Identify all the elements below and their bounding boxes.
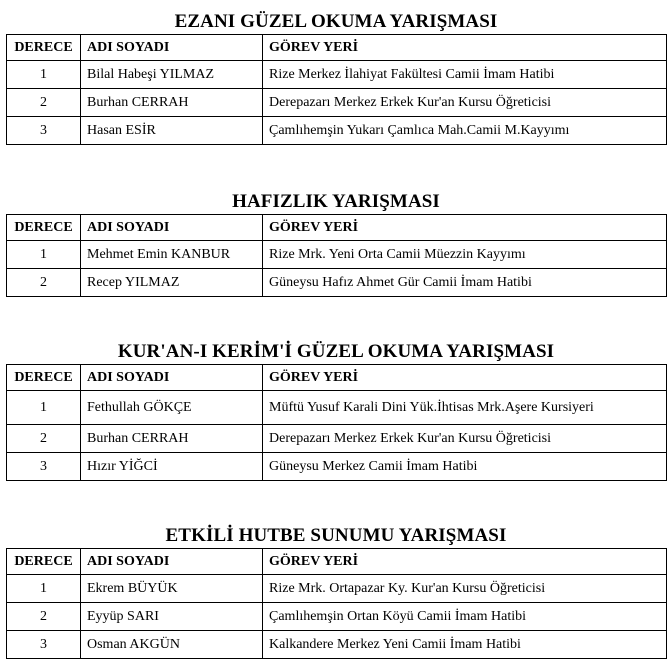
header-rank: DERECE bbox=[7, 549, 81, 575]
cell-place: Rize Mrk. Yeni Orta Camii Müezzin Kayyımı bbox=[263, 241, 667, 269]
header-name: ADI SOYADI bbox=[81, 549, 263, 575]
cell-place: Çamlıhemşin Yukarı Çamlıca Mah.Camii M.Kayyımı bbox=[263, 117, 667, 145]
header-place: GÖREV YERİ bbox=[263, 215, 667, 241]
table-row bbox=[7, 391, 667, 425]
table-header-row bbox=[7, 35, 667, 61]
cell-name: Osman AKGÜN bbox=[81, 631, 263, 659]
section-title: HAFIZLIK YARIŞMASI bbox=[232, 191, 440, 212]
section-title: KUR'AN-I KERİM'İ GÜZEL OKUMA YARIŞMASI bbox=[117, 341, 555, 362]
header-rank: DERECE bbox=[7, 215, 81, 241]
cell-name: Hızır YİĞCİ bbox=[81, 453, 263, 481]
cell-rank: 3 bbox=[7, 631, 81, 659]
header-place: GÖREV YERİ bbox=[263, 365, 667, 391]
section-hutbe bbox=[6, 524, 666, 659]
table-header-row bbox=[7, 549, 667, 575]
results-table bbox=[6, 34, 667, 145]
cell-name: Fethullah GÖKÇE bbox=[81, 391, 263, 425]
results-table bbox=[6, 214, 667, 297]
cell-name: Eyyüp SARI bbox=[81, 603, 263, 631]
cell-rank: 2 bbox=[7, 425, 81, 453]
table-row bbox=[7, 117, 667, 145]
table-row bbox=[7, 61, 667, 89]
cell-name: Hasan ESİR bbox=[81, 117, 263, 145]
header-name: ADI SOYADI bbox=[81, 215, 263, 241]
section-kuran bbox=[6, 340, 666, 481]
cell-place: Güneysu Merkez Camii İmam Hatibi bbox=[263, 453, 667, 481]
cell-rank: 3 bbox=[7, 453, 81, 481]
header-name: ADI SOYADI bbox=[81, 35, 263, 61]
cell-rank: 1 bbox=[7, 391, 81, 425]
cell-rank: 3 bbox=[7, 117, 81, 145]
cell-rank: 1 bbox=[7, 61, 81, 89]
cell-name: Ekrem BÜYÜK bbox=[81, 575, 263, 603]
cell-name: Burhan CERRAH bbox=[81, 89, 263, 117]
cell-rank: 2 bbox=[7, 269, 81, 297]
table-row bbox=[7, 631, 667, 659]
table-row bbox=[7, 425, 667, 453]
cell-rank: 2 bbox=[7, 89, 81, 117]
cell-place: Derepazarı Merkez Erkek Kur'an Kursu Öğreticisi bbox=[263, 89, 667, 117]
header-place: GÖREV YERİ bbox=[263, 35, 667, 61]
cell-place: Güneysu Hafız Ahmet Gür Camii İmam Hatibi bbox=[263, 269, 667, 297]
section-ezan bbox=[6, 10, 666, 145]
cell-place: Müftü Yusuf Karali Dini Yük.İhtisas Mrk.Aşere Kursiyeri bbox=[263, 391, 667, 425]
results-table bbox=[6, 548, 667, 659]
header-name: ADI SOYADI bbox=[81, 365, 263, 391]
cell-place: Rize Merkez İlahiyat Fakültesi Camii İmam Hatibi bbox=[263, 61, 667, 89]
table-row bbox=[7, 575, 667, 603]
table-row bbox=[7, 241, 667, 269]
cell-place: Kalkandere Merkez Yeni Camii İmam Hatibi bbox=[263, 631, 667, 659]
cell-place: Çamlıhemşin Ortan Köyü Camii İmam Hatibi bbox=[263, 603, 667, 631]
table-row bbox=[7, 603, 667, 631]
cell-name: Bilal Habeşi YILMAZ bbox=[81, 61, 263, 89]
results-table bbox=[6, 364, 667, 481]
header-rank: DERECE bbox=[7, 365, 81, 391]
table-row bbox=[7, 269, 667, 297]
table-row bbox=[7, 453, 667, 481]
cell-place: Rize Mrk. Ortapazar Ky. Kur'an Kursu Öğreticisi bbox=[263, 575, 667, 603]
section-title: ETKİLİ HUTBE SUNUMU YARIŞMASI bbox=[165, 525, 507, 546]
cell-rank: 1 bbox=[7, 575, 81, 603]
cell-name: Burhan CERRAH bbox=[81, 425, 263, 453]
section-hafizlik bbox=[6, 190, 666, 297]
table-header-row bbox=[7, 365, 667, 391]
table-row bbox=[7, 89, 667, 117]
cell-name: Recep YILMAZ bbox=[81, 269, 263, 297]
cell-rank: 1 bbox=[7, 241, 81, 269]
cell-name: Mehmet Emin KANBUR bbox=[81, 241, 263, 269]
cell-rank: 2 bbox=[7, 603, 81, 631]
section-title: EZANI GÜZEL OKUMA YARIŞMASI bbox=[174, 11, 498, 32]
header-rank: DERECE bbox=[7, 35, 81, 61]
cell-place: Derepazarı Merkez Erkek Kur'an Kursu Öğreticisi bbox=[263, 425, 667, 453]
table-header-row bbox=[7, 215, 667, 241]
header-place: GÖREV YERİ bbox=[263, 549, 667, 575]
